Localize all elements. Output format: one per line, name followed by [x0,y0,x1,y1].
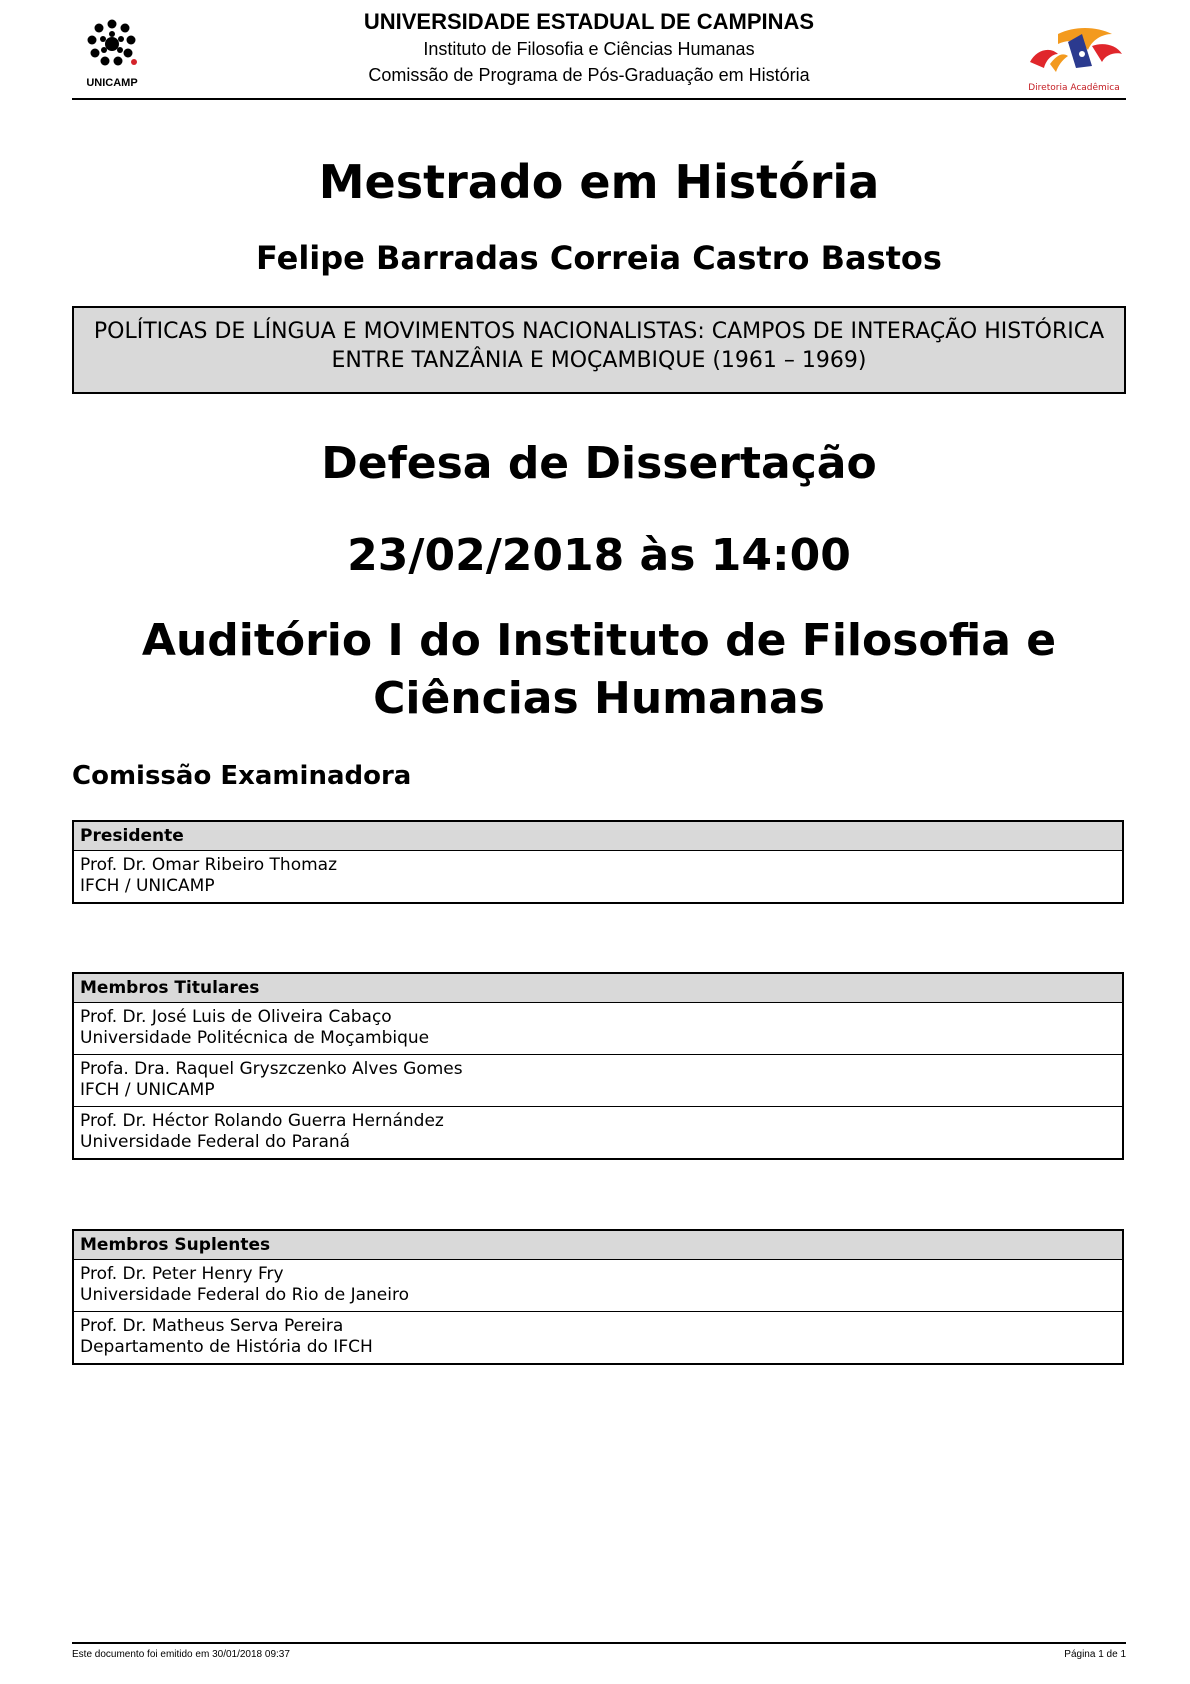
member-name: Prof. Dr. José Luis de Oliveira Cabaço [80,1007,392,1027]
document-header [72,6,1126,100]
member-name: Prof. Dr. Matheus Serva Pereira [80,1316,344,1336]
thesis-title-line-2: ENTRE TANZÂNIA E MOÇAMBIQUE (1961 – 1969) [331,348,867,373]
member-affiliation: IFCH / UNICAMP [80,1080,215,1100]
suplentes-table [72,1229,1124,1365]
table-header: Presidente [74,822,1122,851]
member-affiliation: Universidade Federal do Paraná [80,1132,351,1152]
diretoria-logo-text: Diretoria Acadêmica [1028,83,1120,93]
defense-datetime: 23/02/2018 às 14:00 [347,530,851,581]
defense-heading: Defesa de Dissertação [321,438,877,489]
location-line-2: Ciências Humanas [373,673,825,724]
issue-date-note: Este documento foi emitido em 30/01/2018 09:37 [72,1649,290,1660]
member-affiliation: Departamento de História do IFCH [80,1337,373,1357]
member-name: Profa. Dra. Raquel Gryszczenko Alves Gomes [80,1059,463,1079]
table-header: Membros Titulares [74,974,1122,1003]
program-title: Mestrado em História [318,155,880,209]
institute-name: Instituto de Filosofia e Ciências Humanas [423,39,755,59]
defense-location [90,612,1108,728]
university-name: UNIVERSIDADE ESTADUAL DE CAMPINAS [363,9,815,34]
table-row [74,1107,1122,1158]
thesis-title [74,308,1124,375]
table-row [74,1312,1122,1363]
member-name: Prof. Dr. Peter Henry Fry [80,1264,284,1284]
thesis-title-line-1: POLÍTICAS DE LÍNGUA E MOVIMENTOS NACIONALISTAS: CAMPOS DE INTERAÇÃO HISTÓRICA [93,319,1105,344]
student-name: Felipe Barradas Correia Castro Bastos [256,239,942,277]
member-affiliation: IFCH / UNICAMP [80,876,215,896]
titulares-table [72,972,1124,1160]
thesis-title-box [72,306,1126,394]
member-affiliation: Universidade Federal do Rio de Janeiro [80,1285,409,1305]
document-footer [72,1642,1126,1660]
committee-heading: Comissão Examinadora [72,761,412,791]
diretoria-academica-logo [1022,20,1126,98]
table-row [74,851,1122,902]
president-table [72,820,1124,904]
unicamp-logo [72,14,152,94]
page-number: Página 1 de 1 [1064,1649,1126,1660]
commission-name: Comissão de Programa de Pós-Graduação em História [368,65,810,85]
unicamp-logo-text: UNICAMP [86,77,138,89]
header-text-block [182,8,996,88]
table-header: Membros Suplentes [74,1231,1122,1260]
location-line-1: Auditório I do Instituto de Filosofia e [141,615,1057,666]
table-row [74,1055,1122,1107]
table-row [74,1003,1122,1055]
member-affiliation: Universidade Politécnica de Moçambique [80,1028,430,1048]
table-row [74,1260,1122,1312]
member-name: Prof. Dr. Omar Ribeiro Thomaz [80,855,337,875]
member-name: Prof. Dr. Héctor Rolando Guerra Hernández [80,1111,444,1131]
